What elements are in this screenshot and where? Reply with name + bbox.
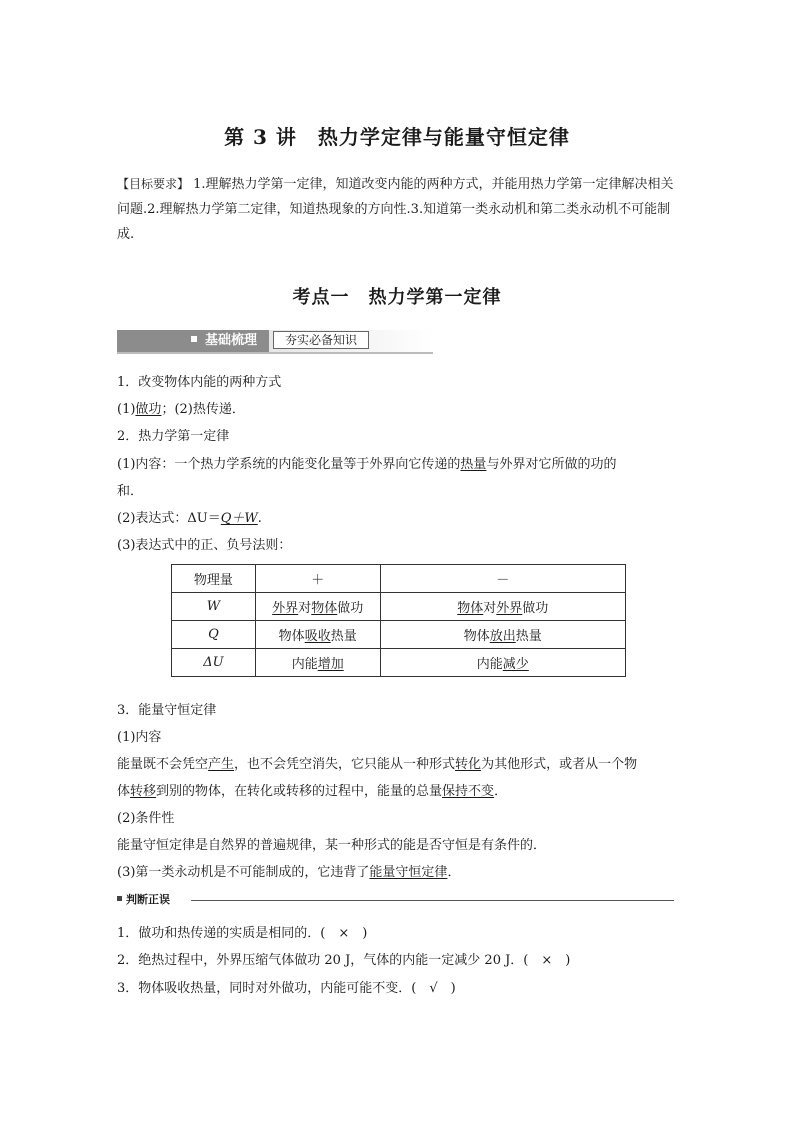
s2-text: (1)内容：一个热力学系统的内能变化量等于外界向它传递的 <box>117 457 461 472</box>
text: 对 <box>298 601 312 616</box>
s2-blank-heat: 热量 <box>460 457 487 472</box>
blank: 保持不变 <box>442 784 495 799</box>
table-cell-negative <box>380 593 625 621</box>
text: ，也不会凭空消失，它只能从一种形式 <box>234 757 456 772</box>
s2-sign-rule-line: (3)表达式中的正、负号法则： <box>117 538 292 553</box>
text: (3)第一类永动机是不可能制成的，它违背了 <box>117 865 370 880</box>
banner-pill: 夯实必备知识 <box>273 331 369 349</box>
judge-label <box>117 892 170 908</box>
table-header-cell: 物理量 <box>172 565 256 593</box>
banner-label: 基础梳理 <box>204 333 257 348</box>
judge-header <box>117 892 674 908</box>
table-cell-quantity: ΔU <box>172 649 256 677</box>
banner-underline <box>117 352 433 354</box>
text: 能量既不会凭空 <box>117 757 209 772</box>
lecture-title: 第 3 讲 热力学定律与能量守恒定律 <box>224 125 570 149</box>
table-header-row <box>172 565 626 593</box>
square-bullet-icon <box>191 336 197 342</box>
s3-para-line1 <box>117 756 637 774</box>
s2-formula-dot: . <box>257 511 262 526</box>
text: 为其他形式，或者从一个物 <box>481 757 638 772</box>
blank: 物体 <box>311 601 338 616</box>
judge-item: 3．物体吸收热量，同时对外做功，内能可能不变．( √ ) <box>117 981 456 996</box>
table-row <box>172 593 626 621</box>
section-banner <box>117 330 433 354</box>
s1-text-c: ；(2)热传递． <box>161 402 245 417</box>
table-cell-negative <box>380 649 625 677</box>
table-header-cell: － <box>380 565 625 593</box>
blank: 能量守恒定律 <box>369 865 448 880</box>
table-header-cell: ＋ <box>255 565 380 593</box>
s3-para-line2 <box>117 783 507 801</box>
text: 做功 <box>337 601 364 616</box>
judge-item: 2．绝热过程中，外界压缩气体做功 20 J，气体的内能一定减少 20 J．( × ) <box>117 953 571 968</box>
blank: 增加 <box>317 657 344 672</box>
blank: 外界 <box>496 601 523 616</box>
blank: 吸收 <box>304 629 331 644</box>
text: 做功 <box>522 601 549 616</box>
blank: 转移 <box>130 784 157 799</box>
goals-tag: 【目标要求】 <box>117 177 190 191</box>
s2-formula-prefix: (2)表达式：ΔU＝ <box>117 511 221 526</box>
s1-heading: 1．改变物体内能的两种方式 <box>117 375 282 390</box>
s2-heading: 2．热力学第一定律 <box>117 429 230 444</box>
section-title: 考点一 热力学第一定律 <box>292 287 502 308</box>
table-cell-quantity: Q <box>172 621 256 649</box>
banner-label-box <box>117 330 269 352</box>
s2-content-line1 <box>117 456 616 474</box>
s2-formula-line <box>117 510 262 528</box>
s1-line <box>117 401 245 419</box>
s3-para4 <box>117 864 460 882</box>
judge-item: 1．做功和热传递的实质是相同的．( × ) <box>117 926 368 941</box>
judge-label-text: 判断正误 <box>126 893 170 906</box>
text: 内能 <box>476 657 503 672</box>
table-cell-negative <box>380 621 625 649</box>
s1-text-a: (1) <box>117 402 136 417</box>
s3-heading: 3．能量守恒定律 <box>117 703 217 718</box>
text: 物体 <box>278 629 305 644</box>
s3-para3: 能量守恒定律是自然界的普遍规律，某一种形式的能是否守恒是有条件的． <box>117 838 547 853</box>
blank: 转化 <box>455 757 482 772</box>
square-bullet-icon <box>117 896 122 901</box>
sign-rules-table <box>171 564 626 677</box>
blank: 物体 <box>457 601 484 616</box>
table-cell-positive <box>255 593 380 621</box>
table-cell-quantity: W <box>172 593 256 621</box>
table-row <box>172 621 626 649</box>
blank: 减少 <box>502 657 529 672</box>
blank: 外界 <box>272 601 299 616</box>
text: 物体 <box>463 629 490 644</box>
text: ． <box>494 784 508 799</box>
text: 内能 <box>291 657 318 672</box>
text: 到别的物体，在转化或转移的过程中，能量的总量 <box>156 784 443 799</box>
learning-goals <box>117 172 679 247</box>
table-row <box>172 649 626 677</box>
text: 对 <box>483 601 497 616</box>
goals-text: 1.理解热力学第一定律，知道改变内能的两种方式，并能用热力学第一定律解决相关问题.2.理解热力学第二定律，知道热现象的方向性.3.知道第一类永动机和第二类永动机不可能制成. <box>117 177 674 242</box>
table-cell-positive <box>255 649 380 677</box>
s2-blank-formula: Q＋W <box>220 511 258 526</box>
table-cell-positive <box>255 621 380 649</box>
text: 热量 <box>515 629 542 644</box>
judge-divider <box>191 900 674 901</box>
text: 热量 <box>330 629 357 644</box>
s2-content-line2: 和． <box>117 484 144 499</box>
s1-blank-work: 做功 <box>135 402 162 417</box>
blank: 产生 <box>208 757 235 772</box>
s2-text: 与外界对它所做的功的 <box>486 457 617 472</box>
blank: 放出 <box>489 629 516 644</box>
s3-sub1: (1)内容 <box>117 730 162 745</box>
text: 体 <box>117 784 131 799</box>
s3-sub2: (2)条件性 <box>117 811 175 826</box>
text: ． <box>447 865 461 880</box>
